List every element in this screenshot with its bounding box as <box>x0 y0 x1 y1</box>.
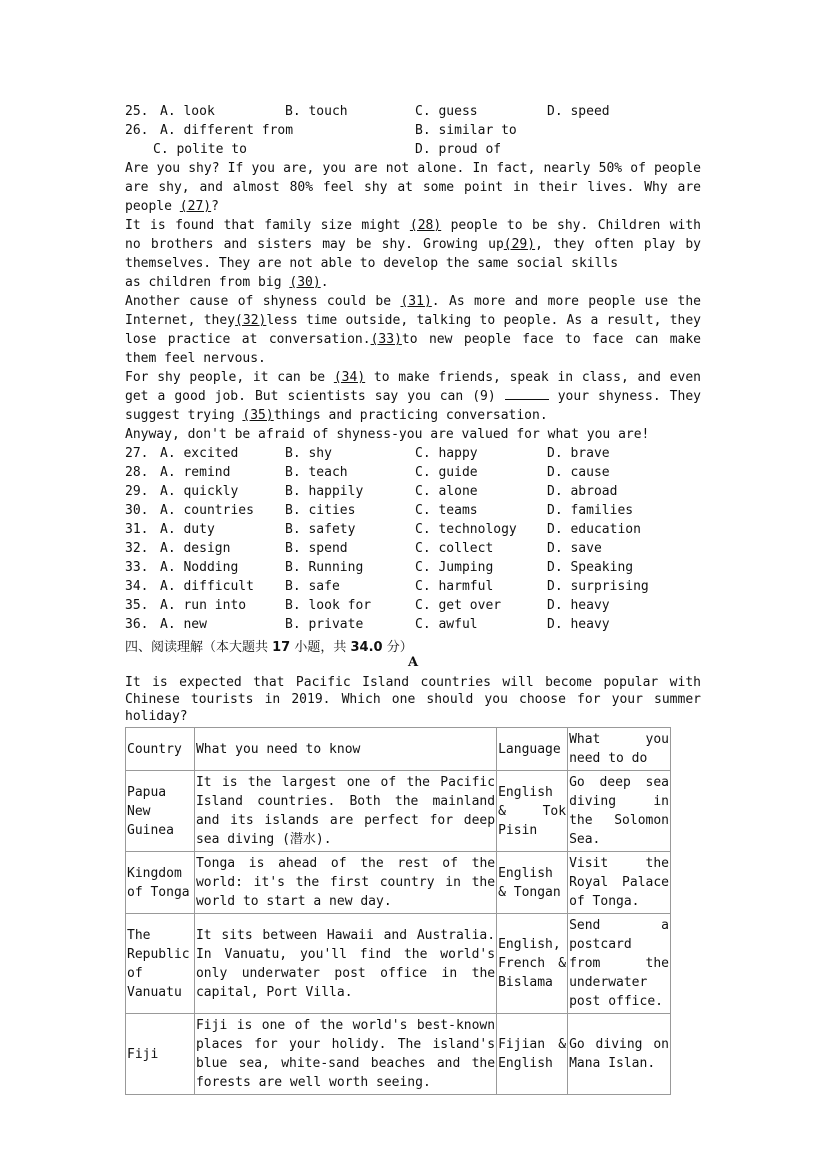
blank-28: (28) <box>409 218 442 233</box>
option-d: D. Speaking <box>547 560 634 575</box>
table-row <box>126 914 671 1014</box>
section-heading: 四、阅读理解（本大题共 17 小题，共 34.0 分） <box>125 640 413 655</box>
table-row <box>126 771 671 852</box>
options-list <box>125 444 701 634</box>
question-26 <box>125 121 701 140</box>
option-c: C. Jumping <box>415 560 494 575</box>
question-number: 36. <box>125 617 149 632</box>
option-c: C. get over <box>415 598 502 613</box>
cell-country: The Republic of Vanuatu <box>126 914 195 1014</box>
option-d: D. save <box>547 541 602 556</box>
blank-29: (29) <box>503 237 536 252</box>
question-number: 25. <box>125 104 149 119</box>
header-info: What you need to know <box>194 728 496 771</box>
option-d: D. heavy <box>547 598 610 613</box>
option-c: C. guide <box>415 465 478 480</box>
option-d: D. surprising <box>547 579 649 594</box>
cell-language: English & Tok Pisin <box>497 771 568 852</box>
option-d: D. heavy <box>547 617 610 632</box>
question-26-cont <box>125 140 701 159</box>
question-number: 26. <box>125 123 149 138</box>
question-number: 28. <box>125 465 149 480</box>
cell-info: Fiji is one of the world's best-known places for your holidy. The island's blue sea, white-sand beaches and the forests are well worth seeing. <box>194 1014 496 1095</box>
option-d: D. families <box>547 503 634 518</box>
blank-35: (35) <box>242 408 274 423</box>
question-number: 34. <box>125 579 149 594</box>
option-a: A. countries <box>160 503 254 518</box>
question-row <box>125 615 701 634</box>
option-a: A. new <box>160 617 207 632</box>
cell-language: English, French & Bislama <box>497 914 568 1014</box>
question-row <box>125 444 701 463</box>
option-c: C. collect <box>415 541 494 556</box>
table-row <box>126 852 671 914</box>
option-a: A. difficult <box>160 579 254 594</box>
cell-todo: Go deep sea diving in the Solomon Sea. <box>568 771 671 852</box>
paragraph-2: It is found that family size might (28) people to be shy. Children with no brothers and sisters may be shy. Growing up(29), they often play by themselves. They are not able to develop the same social skills <box>125 218 702 271</box>
option-d: D. cause <box>547 465 610 480</box>
option-b: B. safety <box>285 522 356 537</box>
cell-country: Kingdom of Tonga <box>126 852 195 914</box>
question-number: 32. <box>125 541 149 556</box>
option-c: C. guess <box>415 104 478 119</box>
cell-language: English & Tongan <box>497 852 568 914</box>
option-d: D. speed <box>547 104 610 119</box>
cell-country: Fiji <box>126 1014 195 1095</box>
blank-31: (31) <box>400 294 432 309</box>
cell-language: Fijian & English <box>497 1014 568 1095</box>
blank-line <box>505 388 549 400</box>
question-number: 35. <box>125 598 149 613</box>
blank-27: (27) <box>179 199 212 214</box>
question-number: 33. <box>125 560 149 575</box>
question-number: 31. <box>125 522 149 537</box>
question-row <box>125 539 701 558</box>
option-c: C. teams <box>415 503 478 518</box>
question-row <box>125 482 701 501</box>
option-a: A. look <box>160 104 215 119</box>
option-b: B. private <box>285 617 364 632</box>
cell-todo: Go diving on Mana Islan. <box>568 1014 671 1095</box>
option-a: A. Nodding <box>160 560 239 575</box>
table-row <box>126 1014 671 1095</box>
cell-todo: Visit the Royal Palace of Tonga. <box>568 852 671 914</box>
paragraph-5: For shy people, it can be (34) to make friends, speak in class, and even get a good job. But scientists say you can (9) your shyness. They suggest trying (35)things and practicing conversation. <box>125 370 701 423</box>
cell-info: Tonga is ahead of the rest of the world: it's the first country in the world to start a new day. <box>194 852 496 914</box>
option-b: B. shy <box>285 446 332 461</box>
paragraph-3: as children from big (30). <box>125 275 329 290</box>
header-language: Language <box>497 728 568 771</box>
option-d: D. proud of <box>415 142 502 157</box>
cell-info: It is the largest one of the Pacific Island countries. Both the mainland and its islands are perfect for deep sea diving (潜水). <box>194 771 496 852</box>
option-d: D. brave <box>547 446 610 461</box>
option-b: B. similar to <box>415 123 517 138</box>
reading-intro: It is expected that Pacific Island countries will become popular with Chinese tourists in 2019. Which one should you choose for your summer holiday? <box>125 675 701 724</box>
blank-34: (34) <box>333 370 366 385</box>
question-number: 29. <box>125 484 149 499</box>
question-row <box>125 577 701 596</box>
option-d: D. abroad <box>547 484 618 499</box>
option-a: A. run into <box>160 598 247 613</box>
question-row <box>125 501 701 520</box>
option-b: B. look for <box>285 598 372 613</box>
option-b: B. happily <box>285 484 364 499</box>
option-a: A. design <box>160 541 231 556</box>
islands-table <box>125 727 671 1095</box>
cell-todo: Send a postcard from the underwater post office. <box>568 914 671 1014</box>
cell-country: Papua New Guinea <box>126 771 195 852</box>
question-number: 27. <box>125 446 149 461</box>
cloze-passage <box>125 159 701 444</box>
option-a: A. excited <box>160 446 239 461</box>
question-row <box>125 596 701 615</box>
option-d: D. education <box>547 522 641 537</box>
passage-label: A <box>407 655 419 670</box>
option-c: C. alone <box>415 484 478 499</box>
option-b: B. teach <box>285 465 348 480</box>
option-c: C. happy <box>415 446 478 461</box>
paragraph-6: Anyway, don't be afraid of shyness-you are valued for what you are! <box>125 427 650 442</box>
option-a: A. quickly <box>160 484 239 499</box>
question-row <box>125 558 701 577</box>
header-country: Country <box>126 728 195 771</box>
option-b: B. cities <box>285 503 356 518</box>
table-header-row <box>126 728 671 771</box>
question-row <box>125 520 701 539</box>
question-number: 30. <box>125 503 149 518</box>
option-a: A. different from <box>160 123 294 138</box>
paragraph-1: Are you shy? If you are, you are not alone. In fact, nearly 50% of people are shy, and almost 80% feel shy at some point in their lives. Why are people (27)? <box>125 161 701 214</box>
option-b: B. spend <box>285 541 348 556</box>
paragraph-4: Another cause of shyness could be (31). As more and more people use the Internet, they(32)less time outside, talking to people. As a result, they lose practice at conversation.(33)to new people face to face can make them feel nervous. <box>125 294 702 366</box>
option-a: A. remind <box>160 465 231 480</box>
blank-33: (33) <box>370 332 402 347</box>
question-row <box>125 463 701 482</box>
blank-30: (30) <box>289 275 321 290</box>
header-todo: What you need to do <box>568 728 671 771</box>
option-c: C. awful <box>415 617 478 632</box>
option-c: C. polite to <box>153 142 247 157</box>
option-c: C. harmful <box>415 579 494 594</box>
option-c: C. technology <box>415 522 517 537</box>
option-b: B. touch <box>285 104 348 119</box>
question-25 <box>125 102 701 121</box>
option-b: B. Running <box>285 560 364 575</box>
option-b: B. safe <box>285 579 340 594</box>
exam-page <box>125 102 701 1095</box>
option-a: A. duty <box>160 522 215 537</box>
blank-32: (32) <box>235 313 267 328</box>
cell-info: It sits between Hawaii and Australia. In Vanuatu, you'll find the world's only underwater post office in the capital, Port Villa. <box>194 914 496 1014</box>
